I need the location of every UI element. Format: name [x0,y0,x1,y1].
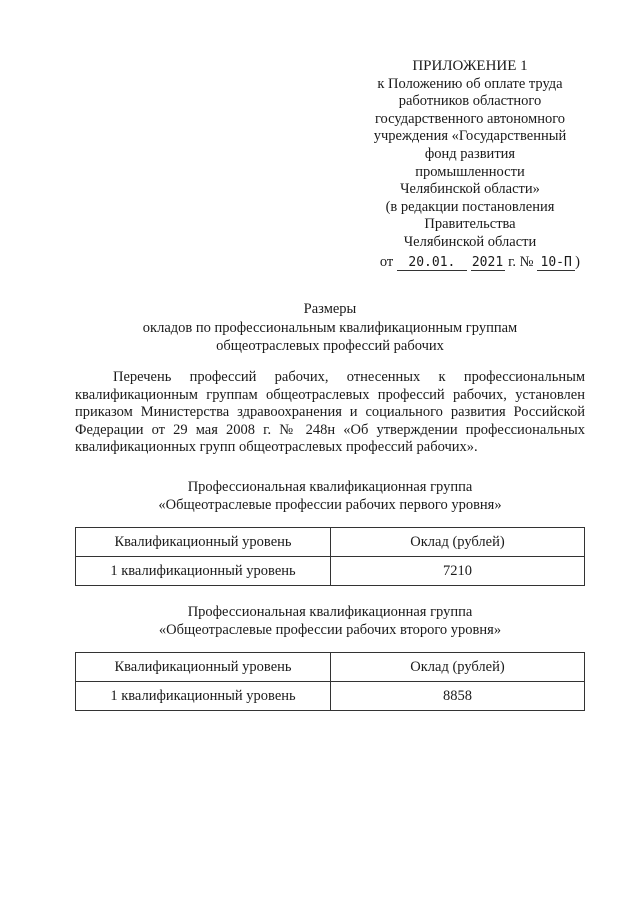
column-header-salary: Оклад (рублей) [331,653,585,682]
group-title-line: Профессиональная квалификационная группа [187,604,473,620]
appendix-line: промышленности [415,163,525,180]
table-header-row [76,653,585,682]
date-value: 20.01. [397,255,467,271]
year-suffix: г. № [508,253,534,270]
appendix-line: к Положению об оплате труда [377,75,563,92]
group-title-line: «Общеотраслевые профессии рабочих второго уровня» [158,622,502,638]
cell-salary: 7210 [331,557,585,586]
appendix-line: Правительства [424,216,516,233]
cell-salary: 8858 [331,682,585,711]
appendix-title: ПРИЛОЖЕНИЕ 1 [412,58,528,74]
group-title-line: Профессиональная квалификационная группа [187,479,473,495]
column-header-salary: Оклад (рублей) [331,528,585,557]
closing-paren: ) [575,253,580,270]
appendix-line: Челябинской области [403,233,537,250]
appendix-dateline [360,254,580,272]
heading-line: окладов по профессиональным квалификационным группам [142,319,518,336]
intro-paragraph: Перечень профессий рабочих, отнесенных к профессиональным квалификационным группам общеотраслевых профессий рабочих, установлен приказом Министерства здравоохранения и социального развития Российской Федерации от 29 мая 2008 г. № 248н «Об утверждении профессиональных квалификационных групп общеотраслевых профессий рабочих». [75,369,585,456]
table-row [76,557,585,586]
group-title-second-level [75,603,585,639]
appendix-line: учреждения «Государственный [373,128,567,145]
salary-table-second-level [75,652,585,711]
appendix-line: работников областного [398,93,542,110]
table-header-row [76,528,585,557]
column-header-level: Квалификационный уровень [76,653,331,682]
year-value: 2021 [471,254,504,270]
appendix-line: государственного автономного [374,110,566,127]
group-title-line: «Общеотраслевые профессии рабочих первого уровня» [158,497,502,513]
heading-line: общеотраслевых профессий рабочих [216,338,444,354]
resolution-number: 10-П [537,255,575,271]
column-header-level: Квалификационный уровень [76,528,331,557]
cell-level: 1 квалификационный уровень [76,557,331,586]
salary-table-first-level [75,527,585,586]
appendix-line: (в редакции постановления [385,198,555,215]
table-row [76,682,585,711]
appendix-line: Челябинской области» [400,181,540,198]
document-heading [75,300,585,356]
appendix-line: фонд развития [424,145,516,162]
appendix-block [360,58,580,271]
cell-level: 1 квалификационный уровень [76,682,331,711]
group-title-first-level [75,478,585,514]
heading-line: Размеры [303,301,357,317]
date-prefix: от [379,253,394,270]
